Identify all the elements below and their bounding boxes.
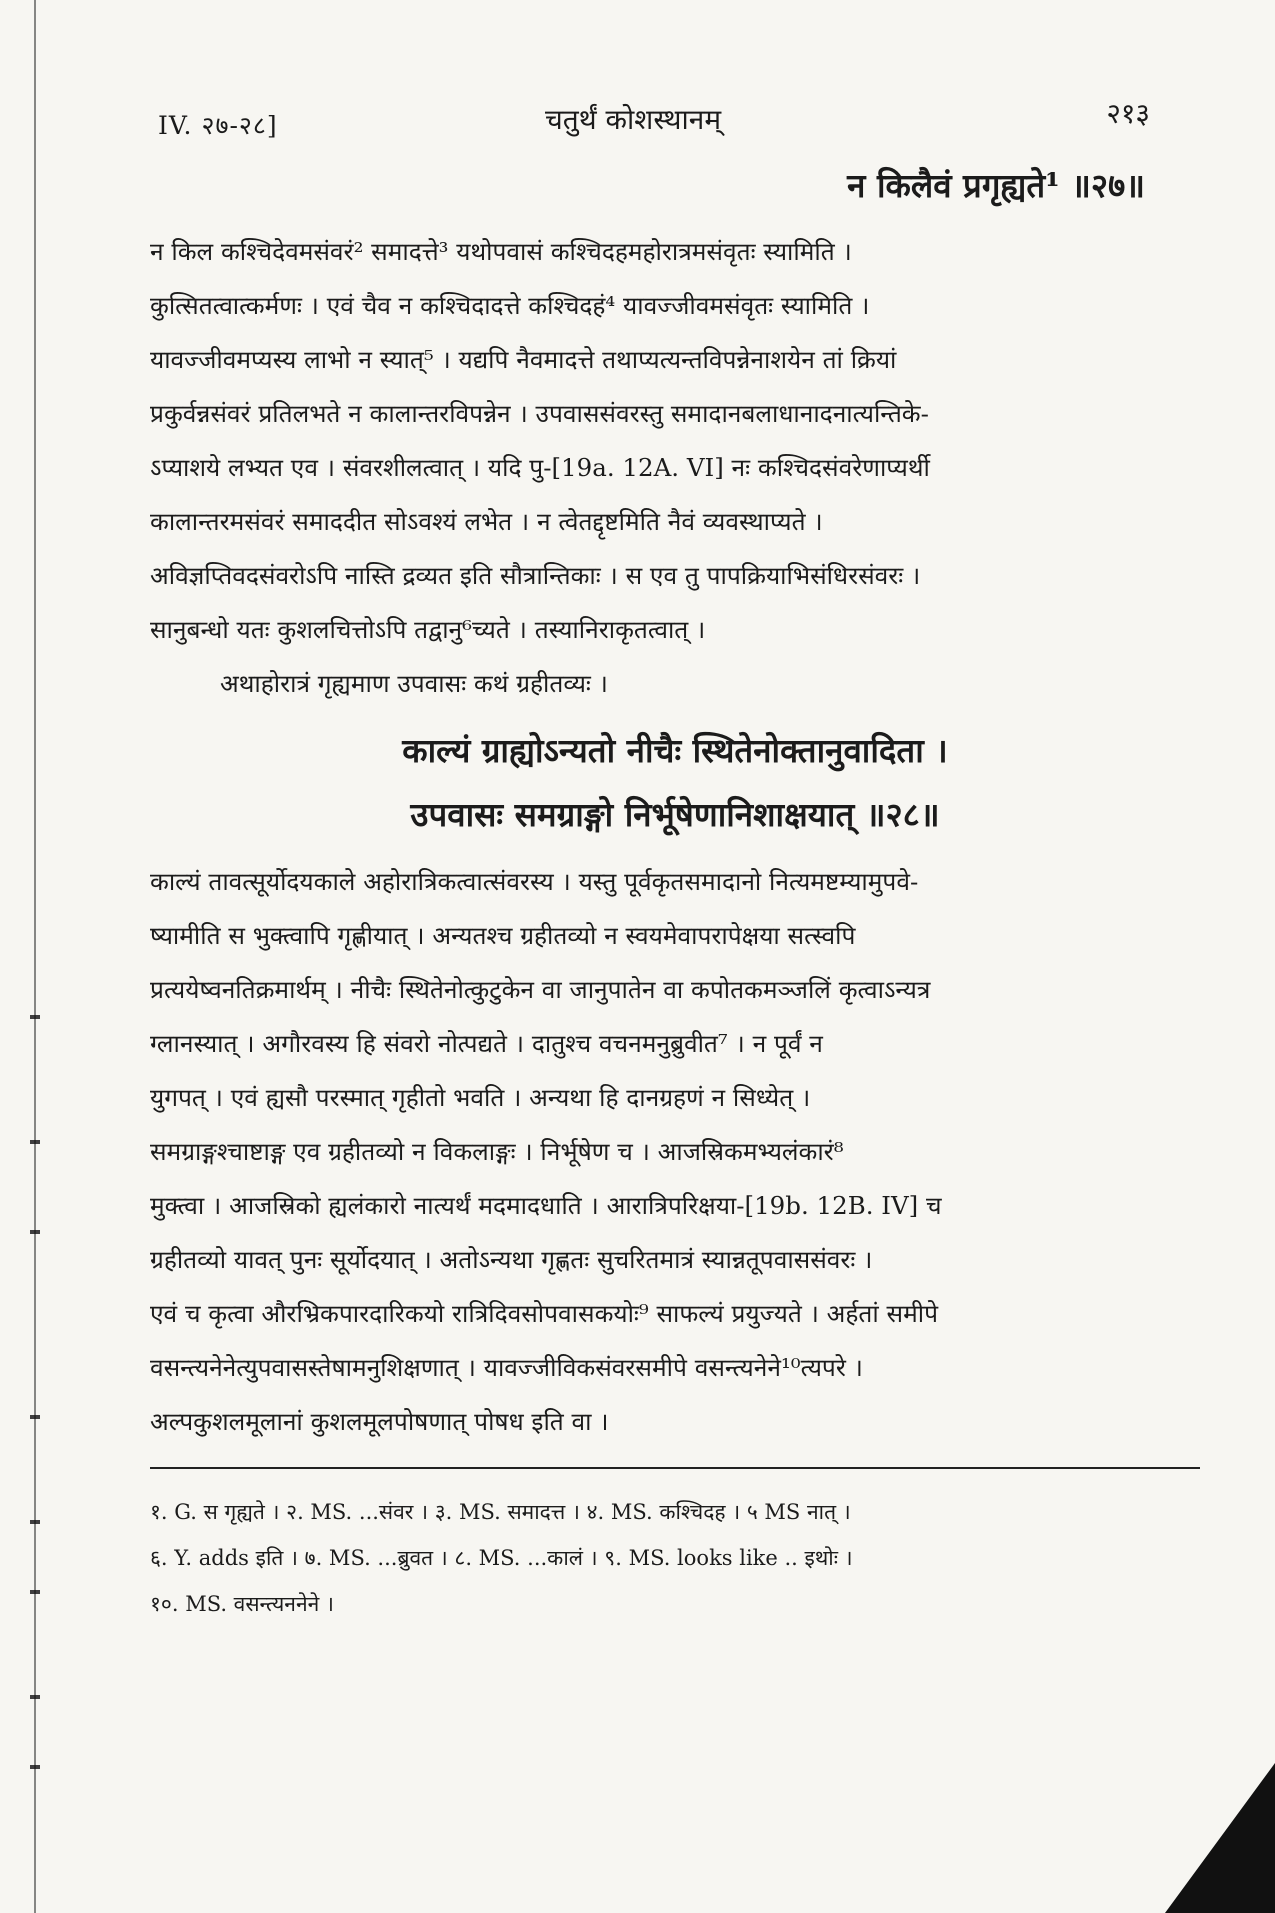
text-line: न किल कश्चिदेवमसंवरं² समादत्ते³ यथोपवासं कश्चिदहमहोरात्रमसंवृतः स्यामिति । — [150, 237, 852, 266]
binding-mark — [30, 1590, 40, 1594]
commentary-27 — [150, 225, 1200, 711]
binding-mark — [30, 1765, 40, 1769]
binding-mark — [30, 1015, 40, 1019]
text-line: एवं च कृत्वा औरभ्रिकपारदारिकयो रात्रिदिवसोपवासकयोः⁹ साफल्यं प्रयुज्यते । अर्हतां समीपे — [150, 1299, 938, 1328]
page-binding-edge — [34, 0, 36, 1913]
book-page — [150, 90, 1200, 1627]
binding-mark — [30, 1695, 40, 1699]
text-line: यावज्जीवमप्यस्य लाभो न स्यात्⁵ । यद्यपि नैवमादत्ते तथाप्यत्यन्तविपन्नेनाशयेन तां क्रियां — [150, 345, 897, 374]
footnote-line: ६. Y. adds इति । ७. MS. ...ब्रुवत । ८. MS. ...कालं । ९. MS. looks like .. इथोः । — [150, 1546, 853, 1570]
text-line: युगपत् । एवं ह्यसौ परस्मात् गृहीतो भवति । अन्यथा हि दानग्रहणं न सिध्येत् । — [150, 1083, 811, 1112]
footnotes — [150, 1489, 1200, 1627]
section-reference: IV. २७-२८] — [158, 111, 278, 140]
text-line: प्रत्ययेष्वनतिक्रमार्थम् । नीचैः स्थितेनोत्कुटुकेन वा जानुपातेन वा कपोतकमञ्जलिं कृत्वाऽन्यत्र — [150, 975, 931, 1004]
verse-28 — [150, 719, 1200, 847]
binding-mark — [30, 1230, 40, 1234]
text-line: वसन्त्यनेनेत्युपवासस्तेषामनुशिक्षणात् । यावज्जीविकसंवरसमीपे वसन्त्यनेने¹⁰त्यपरे । — [150, 1353, 863, 1382]
running-header — [150, 90, 1200, 140]
footnote-divider — [150, 1467, 1200, 1469]
text-line: समग्राङ्गश्चाष्टाङ्ग एव ग्रहीतव्यो न विकलाङ्गः । निर्भूषेण च । आजस्रिकमभ्यलंकारं⁸ — [150, 1137, 844, 1166]
verse-line: काल्यं ग्राह्योऽन्यतो नीचैः स्थितेनोक्तानुवादिता । — [402, 731, 948, 770]
binding-mark — [30, 1520, 40, 1524]
page-number: २१३ — [1106, 97, 1150, 130]
text-line: कुत्सितत्वात्कर्मणः । एवं चैव न कश्चिदादत्ते कश्चिदहं⁴ यावज्जीवमसंवृतः स्यामिति । — [150, 291, 870, 320]
verse-27: न किलैवं प्रगृह्यते¹ ॥२७॥ — [847, 166, 1145, 205]
text-line: कालान्तरमसंवरं समाददीत सोऽवश्यं लभेत । न त्वेतद्दृष्टमिति नैवं व्यवस्थाप्यते । — [150, 507, 823, 536]
text-line: सानुबन्धो यतः कुशलचित्तोऽपि तद्वानु⁶च्यते । तस्यानिराकृतत्वात् । — [150, 615, 706, 644]
text-line: प्रकुर्वन्नसंवरं प्रतिलभते न कालान्तरविपन्नेन । उपवाससंवरस्तु समादानबलाधानादनात्यन्तिके- — [150, 399, 929, 428]
text-line: ग्रहीतव्यो यावत् पुनः सूर्योदयात् । अतोऽन्यथा गृह्णतः सुचरितमात्रं स्यान्नतूपवाससंवरः । — [150, 1245, 873, 1274]
text-line: ग्लानस्यात् । अगौरवस्य हि संवरो नोत्पद्यते । दातुश्च वचनमनुब्रुवीत⁷ । न पूर्वं न — [150, 1029, 823, 1058]
text-line: ष्यामीति स भुक्त्वापि गृह्णीयात् । अन्यतश्च ग्रहीतव्यो न स्वयमेवापरापेक्षया सत्स्वपि — [150, 921, 856, 950]
question-line: अथाहोरात्रं गृह्यमाण उपवासः कथं ग्रहीतव्यः । — [220, 669, 608, 698]
scan-corner-shadow — [1165, 1763, 1275, 1913]
footnote-line: १. G. स गृह्यते । २. MS. ...संवर । ३. MS. समादत्त । ४. MS. कश्चिदह । ५ MS नात् । — [150, 1500, 851, 1524]
text-line: ऽप्याशये लभ्यत एव । संवरशीलत्वात् । यदि पु-[19a. 12A. VI] नः कश्चिदसंवरेणाप्यर्थी — [150, 453, 930, 482]
running-title: चतुर्थं कोशस्थानम् — [545, 103, 722, 136]
verse-line: उपवासः समग्राङ्गो निर्भूषेणानिशाक्षयात् ॥२८॥ — [410, 795, 940, 834]
binding-mark — [30, 1140, 40, 1144]
commentary-28 — [150, 855, 1200, 1449]
text-line: अविज्ञप्तिवदसंवरोऽपि नास्ति द्रव्यत इति सौत्रान्तिकाः । स एव तु पापक्रियाभिसंधिरसंवरः । — [150, 561, 921, 590]
text-line: काल्यं तावत्सूर्योदयकाले अहोरात्रिकत्वात्संवरस्य । यस्तु पूर्वकृतसमादानो नित्यमष्टम्यामुपवे- — [150, 867, 919, 896]
binding-mark — [30, 1415, 40, 1419]
footnote-line: १०. MS. वसन्त्यननेने । — [150, 1592, 334, 1616]
text-line: अल्पकुशलमूलानां कुशलमूलपोषणात् पोषध इति वा । — [150, 1407, 609, 1436]
text-line: मुक्त्वा । आजस्रिको ह्यलंकारो नात्यर्थं मदमादधाति । आरात्रिपरिक्षया-[19b. 12B. IV] च — [150, 1191, 942, 1220]
